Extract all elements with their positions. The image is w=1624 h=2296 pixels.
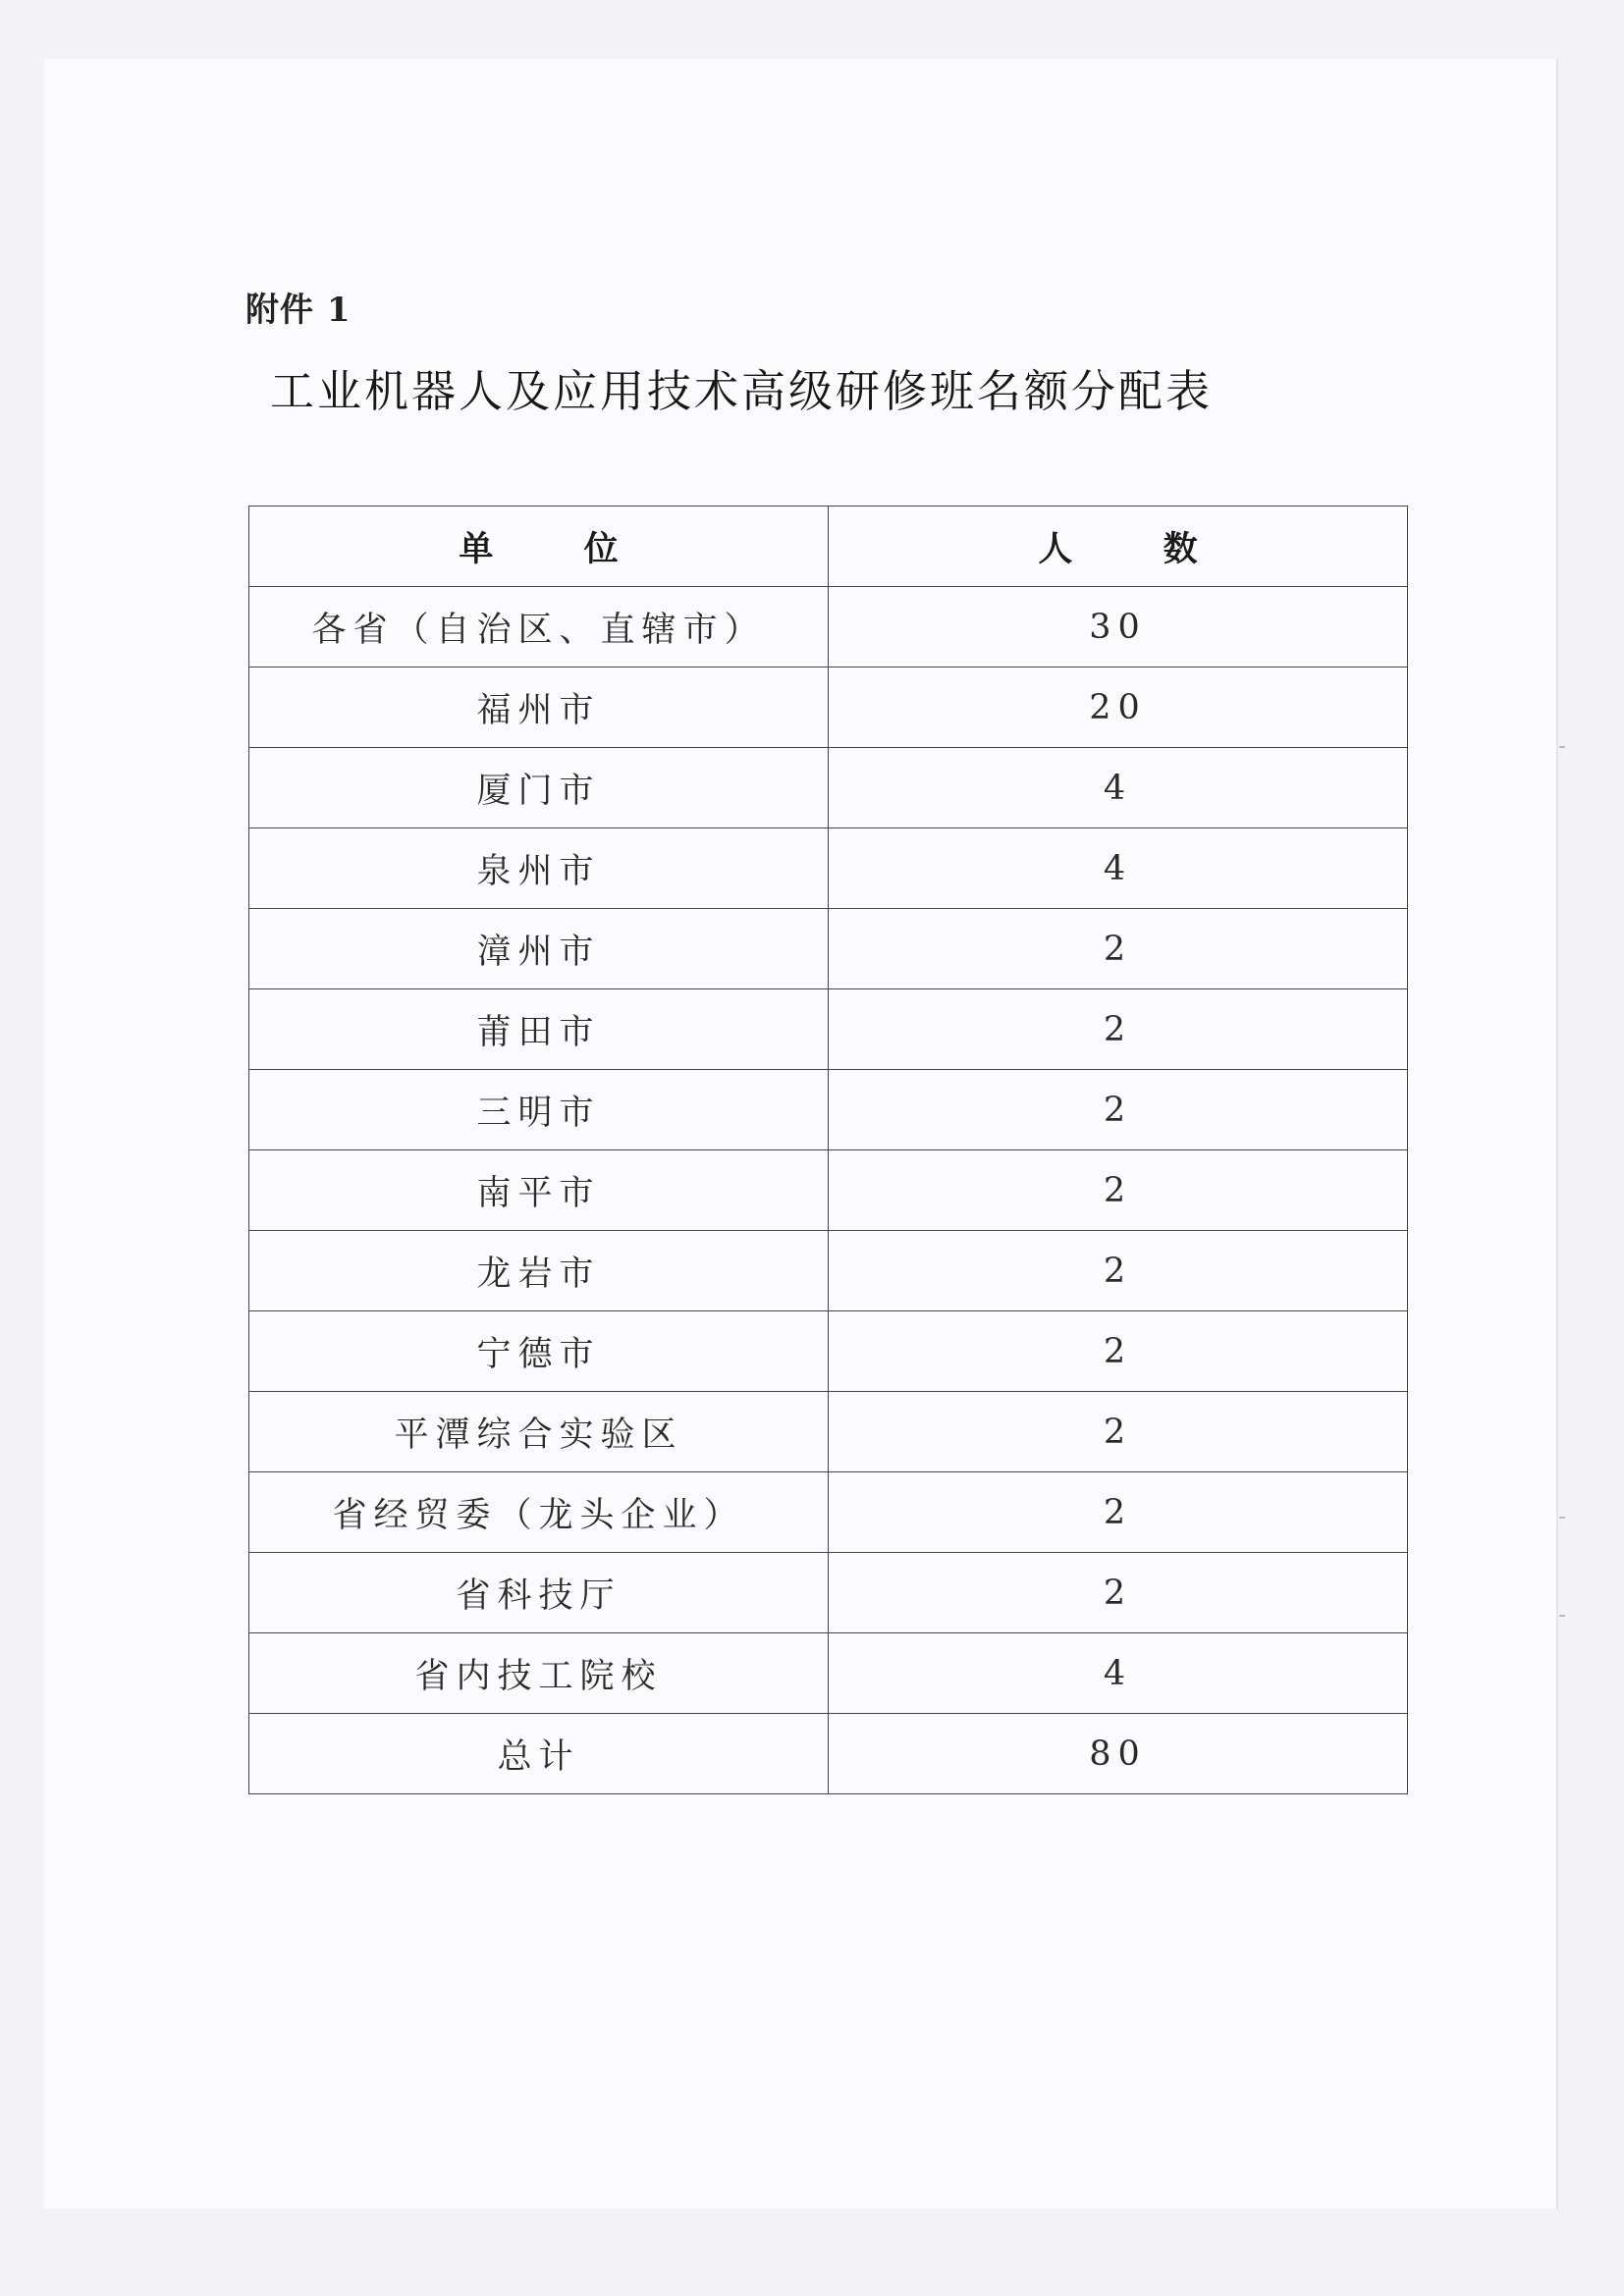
table-row [249,1070,1408,1150]
table-total-row [249,1714,1408,1794]
table-row [249,667,1408,748]
table-row [249,828,1408,909]
count-cell: 2 [829,909,1408,989]
count-cell: 2 [829,1472,1408,1553]
count-cell: 2 [829,1553,1408,1633]
unit-cell: 龙岩市 [249,1231,829,1311]
total-label-cell: 总计 [249,1714,829,1794]
scan-edge-mark [1559,746,1565,748]
count-cell: 2 [829,1150,1408,1231]
table-row [249,587,1408,667]
unit-cell: 莆田市 [249,989,829,1070]
table-row [249,1392,1408,1472]
header-unit [249,507,829,587]
unit-cell: 平潭综合实验区 [249,1392,829,1472]
unit-cell: 省经贸委（龙头企业） [249,1472,829,1553]
quota-allocation-table [248,506,1408,1794]
document-title: 工业机器人及应用技术高级研修班名额分配表 [269,365,1213,417]
header-count [829,507,1408,587]
count-cell: 2 [829,989,1408,1070]
unit-cell: 南平市 [249,1150,829,1231]
count-cell: 4 [829,828,1408,909]
unit-cell: 厦门市 [249,748,829,828]
unit-cell: 福州市 [249,667,829,748]
count-cell: 20 [829,667,1408,748]
count-cell: 4 [829,748,1408,828]
scan-edge-mark [1559,1615,1565,1617]
unit-cell: 省科技厅 [249,1553,829,1633]
count-cell: 4 [829,1633,1408,1714]
header-count-label: 人 数 [1038,528,1237,569]
count-cell: 2 [829,1070,1408,1150]
unit-cell: 三明市 [249,1070,829,1150]
attachment-label: 附件 1 [245,291,352,330]
table-row [249,989,1408,1070]
count-cell: 2 [829,1311,1408,1392]
table-row [249,1633,1408,1714]
header-unit-label: 单 位 [459,528,658,569]
table-row [249,909,1408,989]
unit-cell: 泉州市 [249,828,829,909]
table-row [249,1311,1408,1392]
unit-cell: 省内技工院校 [249,1633,829,1714]
table-row [249,1231,1408,1311]
unit-cell: 漳州市 [249,909,829,989]
table-row [249,748,1408,828]
count-cell: 2 [829,1231,1408,1311]
table-header-row [249,507,1408,587]
total-count-cell: 80 [829,1714,1408,1794]
unit-cell: 宁德市 [249,1311,829,1392]
count-cell: 2 [829,1392,1408,1472]
table-row [249,1553,1408,1633]
table-row [249,1472,1408,1553]
table-row [249,1150,1408,1231]
scan-edge-mark [1559,1517,1565,1519]
unit-cell: 各省（自治区、直辖市） [249,587,829,667]
count-cell: 30 [829,587,1408,667]
